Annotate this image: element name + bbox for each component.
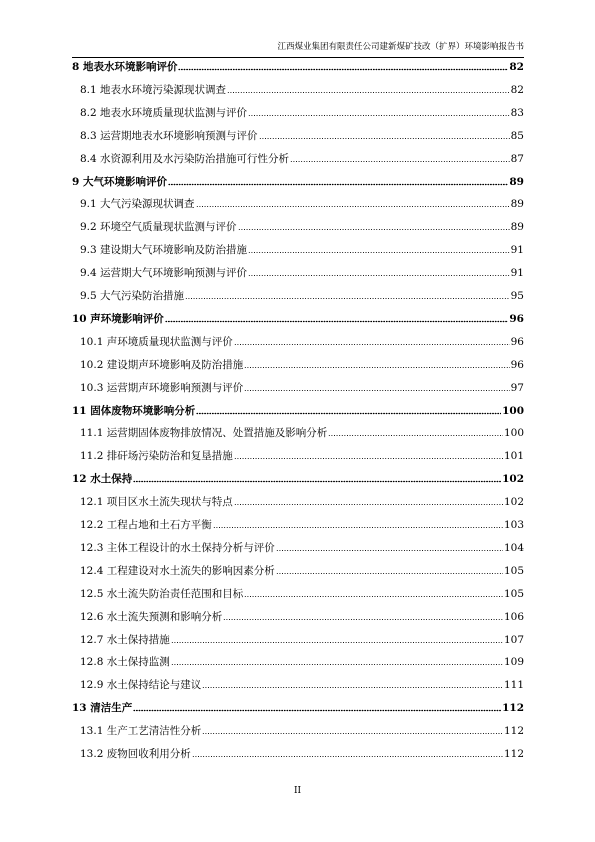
toc-entry-title: 10.1 声环境质量现状监测与评价 bbox=[80, 335, 233, 348]
toc-dot-leader bbox=[276, 549, 503, 552]
toc-entry-title: 12.2 工程占地和土石方平衡 bbox=[80, 519, 212, 531]
toc-chapter-entry[interactable] bbox=[72, 402, 524, 418]
toc-entry-title: 9.4 运营期大气环境影响预测与评价 bbox=[80, 267, 248, 280]
toc-section-entry[interactable] bbox=[72, 722, 524, 738]
toc-dot-leader bbox=[244, 595, 503, 598]
toc-entry-page: 112 bbox=[503, 748, 524, 760]
toc-entry-page: 101 bbox=[503, 450, 524, 463]
toc-entry-page: 82 bbox=[510, 83, 524, 96]
toc-entry-title: 11.1 运营期固体废物排放情况、处置措施及影响分析 bbox=[80, 427, 328, 440]
toc-chapter-entry[interactable] bbox=[72, 699, 524, 715]
toc-section-entry[interactable] bbox=[72, 631, 524, 647]
toc-entry-title: 8.4 水资源利用及水污染防治措施可行性分析 bbox=[80, 152, 290, 165]
toc-section-entry[interactable] bbox=[72, 516, 524, 532]
toc-entry-title: 13.2 废物回收利用分析 bbox=[80, 748, 191, 760]
toc-dot-leader bbox=[196, 412, 501, 415]
toc-entry-page: 107 bbox=[503, 633, 524, 646]
toc-dot-leader bbox=[244, 389, 509, 392]
page-number: II bbox=[293, 786, 302, 796]
toc-section-entry[interactable] bbox=[72, 333, 524, 349]
toc-entry-page: 97 bbox=[510, 381, 524, 394]
toc-chapter-entry[interactable] bbox=[72, 470, 524, 486]
toc-chapter-entry[interactable] bbox=[72, 58, 524, 74]
toc-entry-page: 83 bbox=[510, 106, 524, 119]
toc-section-entry[interactable] bbox=[72, 264, 524, 280]
toc-dot-leader bbox=[238, 228, 510, 231]
toc-entry-title: 12.9 水土保持结论与建议 bbox=[80, 679, 202, 692]
toc-entry-page: 105 bbox=[503, 587, 524, 600]
toc-section-entry[interactable] bbox=[72, 585, 524, 601]
toc-chapter-entry[interactable] bbox=[72, 173, 524, 189]
toc-dot-leader bbox=[290, 160, 510, 163]
toc-section-entry[interactable] bbox=[72, 539, 524, 555]
toc-entry-page: 89 bbox=[509, 175, 524, 188]
toc-entry-page: 104 bbox=[503, 541, 524, 554]
toc-section-entry[interactable] bbox=[72, 379, 524, 395]
toc-dot-leader bbox=[234, 503, 503, 506]
toc-section-entry[interactable] bbox=[72, 287, 524, 303]
toc-dot-leader bbox=[202, 686, 503, 689]
toc-section-entry[interactable] bbox=[72, 150, 524, 166]
toc-section-entry[interactable] bbox=[72, 424, 524, 440]
toc-entry-page: 103 bbox=[503, 519, 524, 531]
toc-entry-page: 102 bbox=[503, 496, 524, 509]
toc-entry-page: 109 bbox=[503, 656, 524, 669]
toc-entry-page: 87 bbox=[510, 152, 524, 165]
toc-dot-leader bbox=[328, 434, 503, 437]
toc-entry-title: 12.4 工程建设对水土流失的影响因素分析 bbox=[80, 564, 275, 577]
toc-section-entry[interactable] bbox=[72, 676, 524, 692]
toc-dot-leader bbox=[168, 183, 508, 186]
toc-section-entry[interactable] bbox=[72, 195, 524, 211]
toc-dot-leader bbox=[244, 366, 509, 369]
toc-entry-page: 95 bbox=[510, 290, 524, 302]
toc-dot-leader bbox=[213, 526, 503, 529]
toc-entry-title: 8.2 地表水环境质量现状监测与评价 bbox=[80, 106, 248, 119]
toc-entry-title: 10.3 运营期声环境影响预测与评价 bbox=[80, 381, 244, 394]
toc-dot-leader bbox=[223, 618, 503, 621]
toc-dot-leader bbox=[227, 91, 510, 94]
toc-entry-title: 12.6 水土流失预测和影响分析 bbox=[80, 610, 223, 623]
toc-dot-leader bbox=[248, 114, 510, 117]
toc-dot-leader bbox=[276, 572, 503, 575]
toc-dot-leader bbox=[234, 343, 510, 346]
toc-dot-leader bbox=[133, 480, 501, 483]
toc-section-entry[interactable] bbox=[72, 653, 524, 669]
toc-dot-leader bbox=[202, 732, 503, 735]
toc-entry-page: 102 bbox=[502, 473, 524, 486]
toc-dot-leader bbox=[259, 137, 510, 140]
toc-entry-page: 96 bbox=[509, 312, 524, 325]
toc-entry-title: 8.3 运营期地表水环境影响预测与评价 bbox=[80, 129, 258, 142]
running-header: 江西煤业集团有限责任公司建新煤矿技改（扩界）环境影响报告书 bbox=[277, 42, 524, 52]
toc-entry-page: 100 bbox=[502, 404, 524, 417]
toc-entry-title: 8.1 地表水环境污染源现状调查 bbox=[80, 83, 227, 96]
toc-section-entry[interactable] bbox=[72, 218, 524, 234]
toc-entry-title: 9.3 建设期大气环境影响及防治措施 bbox=[80, 244, 248, 257]
toc-entry-page: 105 bbox=[503, 564, 524, 577]
toc-entry-page: 112 bbox=[502, 702, 524, 715]
toc-entry-page: 106 bbox=[503, 610, 524, 623]
toc-entry-title: 12.8 水土保持监测 bbox=[80, 656, 170, 669]
toc-entry-title: 8 地表水环境影响评价 bbox=[72, 61, 178, 73]
toc-section-entry[interactable] bbox=[72, 608, 524, 624]
toc-entry-title: 10 声环境影响评价 bbox=[72, 312, 164, 325]
toc-entry-page: 85 bbox=[510, 129, 524, 142]
toc-dot-leader bbox=[171, 663, 503, 666]
toc-dot-leader bbox=[192, 755, 503, 758]
toc-dot-leader bbox=[133, 709, 501, 712]
toc-entry-title: 9 大气环境影响评价 bbox=[72, 175, 167, 188]
toc-entry-title: 13 清洁生产 bbox=[72, 702, 133, 715]
toc-dot-leader bbox=[171, 641, 503, 644]
toc-entry-page: 112 bbox=[503, 725, 524, 738]
toc-dot-leader bbox=[248, 274, 510, 277]
toc-entry-page: 91 bbox=[510, 267, 524, 280]
toc-entry-page: 111 bbox=[503, 679, 524, 692]
toc-dot-leader bbox=[234, 457, 503, 460]
toc-dot-leader bbox=[178, 68, 508, 71]
toc-section-entry[interactable] bbox=[72, 493, 524, 509]
toc-entry-title: 12.3 主体工程设计的水土保持分析与评价 bbox=[80, 541, 275, 554]
toc-section-entry[interactable] bbox=[72, 104, 524, 120]
toc-chapter-entry[interactable] bbox=[72, 310, 524, 326]
toc-entry-title: 9.5 大气污染防治措施 bbox=[80, 290, 185, 302]
toc-entry-title: 9.1 大气污染源现状调查 bbox=[80, 198, 195, 211]
toc-section-entry[interactable] bbox=[72, 447, 524, 463]
toc-section-entry[interactable] bbox=[72, 356, 524, 372]
toc-entry-title: 9.2 环境空气质量现状监测与评价 bbox=[80, 221, 237, 234]
toc-entry-title: 12.5 水土流失防治责任范围和目标 bbox=[80, 587, 244, 600]
toc-dot-leader bbox=[196, 205, 510, 208]
toc-entry-page: 96 bbox=[510, 335, 524, 348]
toc-dot-leader bbox=[248, 251, 510, 254]
toc-entry-title: 10.2 建设期声环境影响及防治措施 bbox=[80, 358, 244, 371]
toc-entry-title: 12.7 水土保持措施 bbox=[80, 633, 170, 646]
toc-entry-page: 91 bbox=[510, 244, 524, 257]
toc-entry-page: 89 bbox=[510, 221, 524, 234]
toc-section-entry[interactable] bbox=[72, 562, 524, 578]
toc-section-entry[interactable] bbox=[72, 745, 524, 761]
toc-entry-page: 89 bbox=[510, 198, 524, 211]
toc-entry-title: 12.1 项目区水土流失现状与特点 bbox=[80, 496, 233, 509]
toc-entry-title: 11 固体废物环境影响分析 bbox=[72, 404, 196, 417]
toc-dot-leader bbox=[165, 320, 509, 323]
toc-entry-page: 96 bbox=[510, 358, 524, 371]
toc-entry-title: 11.2 排矸场污染防治和复垦措施 bbox=[80, 450, 233, 463]
toc-section-entry[interactable] bbox=[72, 81, 524, 97]
toc-entry-title: 13.1 生产工艺清洁性分析 bbox=[80, 725, 202, 738]
toc-entry-page: 100 bbox=[503, 427, 524, 440]
toc-section-entry[interactable] bbox=[72, 241, 524, 257]
toc-dot-leader bbox=[185, 297, 510, 300]
toc-section-entry[interactable] bbox=[72, 127, 524, 143]
toc-entry-page: 82 bbox=[509, 61, 524, 73]
toc-entry-title: 12 水土保持 bbox=[72, 473, 133, 486]
